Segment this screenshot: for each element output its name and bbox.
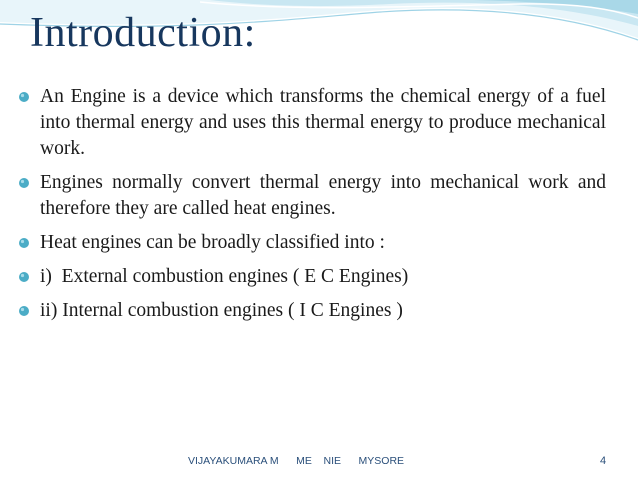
list-item [18, 84, 606, 162]
list-item [18, 264, 606, 290]
bullet-icon [18, 91, 30, 103]
bullet-text: Engines normally convert thermal energy into mechanical work and therefore they are called heat engines. [40, 172, 606, 219]
bullet-icon [18, 237, 30, 249]
footer-text: VIJAYAKUMARA M ME NIE MYSORE [188, 455, 405, 467]
list-item [18, 230, 606, 256]
slide-title: Introduction: [30, 10, 256, 56]
list-item [18, 298, 606, 324]
bullet-text: Heat engines can be broadly classified into : [40, 232, 385, 253]
bullet-text: An Engine is a device which transforms the chemical energy of a fuel into thermal energy and uses this thermal energy to produce mechanical work. [40, 86, 606, 159]
bullet-text: ii) Internal combustion engines ( I C Engines ) [40, 300, 403, 321]
page-number: 4 [600, 455, 607, 467]
bullet-list [18, 84, 606, 332]
bullet-icon [18, 271, 30, 283]
list-item [18, 170, 606, 222]
bullet-icon [18, 305, 30, 317]
bullet-text: i) External combustion engines ( E C Engines) [40, 266, 409, 287]
bullet-icon [18, 177, 30, 189]
